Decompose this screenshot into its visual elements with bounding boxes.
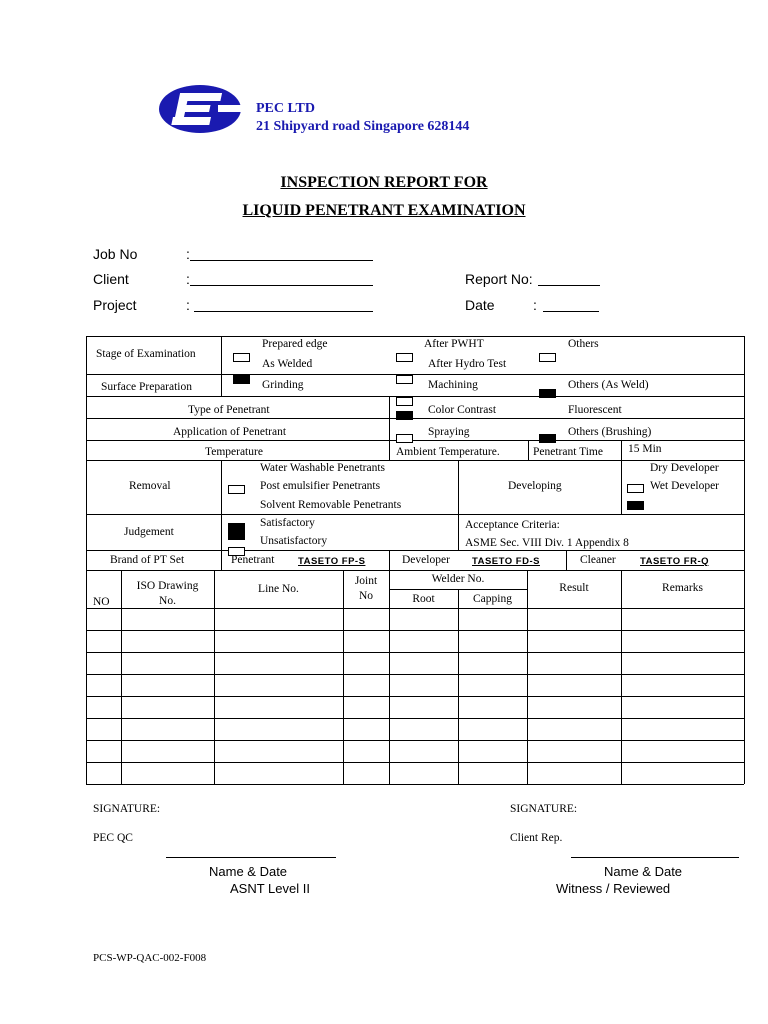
application-label: Application of Penetrant xyxy=(173,426,287,438)
header-capping: Capping xyxy=(473,593,512,605)
developing-label: Developing xyxy=(508,480,562,492)
header-iso-no: No. xyxy=(159,595,176,607)
penetrant-label: Penetrant xyxy=(231,554,275,566)
fluorescent-label: Fluorescent xyxy=(568,404,622,416)
company-name: PEC LTD xyxy=(256,101,316,116)
others-checkbox[interactable] xyxy=(539,353,556,362)
right-witness: Witness / Reviewed xyxy=(556,881,671,896)
developer-brand-value: TASETO FD-S xyxy=(472,556,540,567)
developer-label: Developer xyxy=(402,554,450,566)
header-result: Result xyxy=(559,582,589,594)
penetrant-type-label: Type of Penetrant xyxy=(188,404,270,416)
header-root: Root xyxy=(412,593,435,605)
date-field[interactable] xyxy=(543,311,599,312)
colon: : xyxy=(186,271,190,287)
ambient-temperature-label: Ambient Temperature. xyxy=(396,446,500,458)
grinding-checkbox[interactable] xyxy=(233,375,250,384)
colon: : xyxy=(186,246,190,262)
report-title-line2: LIQUID PENETRANT EXAMINATION xyxy=(242,202,526,219)
post-emulsifier-label: Post emulsifier Penetrants xyxy=(260,480,381,492)
dry-developer-checkbox[interactable] xyxy=(627,484,644,493)
color-contrast-checkbox[interactable] xyxy=(396,411,413,420)
brand-label: Brand of PT Set xyxy=(110,554,185,566)
right-name-date: Name & Date xyxy=(604,864,683,879)
report-no-label: Report No: xyxy=(465,271,533,287)
unsatisfactory-label: Unsatisfactory xyxy=(260,535,328,547)
penetrant-time-label: Penetrant Time xyxy=(533,446,603,458)
header-no: NO xyxy=(93,596,110,608)
others-label: Others xyxy=(568,338,599,350)
wet-developer-checkbox[interactable] xyxy=(627,501,644,510)
left-signature-line[interactable] xyxy=(166,857,336,858)
removal-label: Removal xyxy=(129,480,171,492)
penetrant-brand-value: TASETO FP-S xyxy=(298,556,366,567)
water-washable-label: Water Washable Penetrants xyxy=(260,462,386,474)
prepared-edge-checkbox[interactable] xyxy=(233,353,250,362)
after-pwht-checkbox[interactable] xyxy=(396,353,413,362)
header-line-no: Line No. xyxy=(258,583,299,595)
colon: : xyxy=(186,297,190,313)
header-welder-no: Welder No. xyxy=(431,573,485,585)
penetrant-time-value: 15 Min xyxy=(628,443,662,455)
after-hydro-label: After Hydro Test xyxy=(428,358,507,370)
grinding-label: Grinding xyxy=(262,379,304,391)
color-contrast-placeholder-box[interactable] xyxy=(396,397,413,406)
document-code: PCS-WP-QAC-002-F008 xyxy=(93,952,207,964)
header-remarks: Remarks xyxy=(662,582,703,594)
client-label: Client xyxy=(93,271,129,287)
left-asnt-level: ASNT Level II xyxy=(230,881,310,896)
right-signature-role: Client Rep. xyxy=(510,832,563,844)
others-as-weld-checkbox[interactable] xyxy=(539,389,556,398)
machining-label: Machining xyxy=(428,379,478,391)
job-no-field[interactable] xyxy=(190,260,373,261)
stage-label: Stage of Examination xyxy=(96,348,196,360)
temperature-label: Temperature xyxy=(205,446,263,458)
others-brushing-label: Others (Brushing) xyxy=(568,426,652,438)
project-field[interactable] xyxy=(194,311,373,312)
water-washable-checkbox[interactable] xyxy=(228,485,245,494)
acceptance-criteria-label: Acceptance Criteria: xyxy=(465,519,560,531)
report-title-line1: INSPECTION REPORT FOR xyxy=(280,174,488,191)
right-signature-line[interactable] xyxy=(571,857,739,858)
wet-developer-label: Wet Developer xyxy=(650,480,719,492)
as-welded-label: As Welded xyxy=(262,358,313,370)
left-signature-label: SIGNATURE: xyxy=(93,803,161,815)
prepared-edge-label: Prepared edge xyxy=(262,338,328,350)
left-signature-role: PEC QC xyxy=(93,832,133,844)
others-brushing-checkbox[interactable] xyxy=(539,434,556,443)
solvent-removable-label: Solvent Removable Penetrants xyxy=(260,499,402,511)
surface-label: Surface Preparation xyxy=(101,381,193,393)
job-no-label: Job No xyxy=(93,246,138,262)
company-address: 21 Shipyard road Singapore 628144 xyxy=(256,119,470,134)
judgement-label: Judgement xyxy=(124,526,174,538)
dry-developer-label: Dry Developer xyxy=(650,462,719,474)
acceptance-criteria-value: ASME Sec. VIII Div. 1 Appendix 8 xyxy=(465,537,629,549)
header-joint: Joint xyxy=(354,575,378,587)
spraying-label: Spraying xyxy=(428,426,470,438)
after-pwht-label: After PWHT xyxy=(424,338,484,350)
color-contrast-label: Color Contrast xyxy=(428,404,497,416)
machining-checkbox[interactable] xyxy=(396,375,413,384)
client-field[interactable] xyxy=(190,285,373,286)
spraying-checkbox[interactable] xyxy=(396,434,413,443)
project-label: Project xyxy=(93,297,137,313)
left-name-date: Name & Date xyxy=(209,864,288,879)
satisfactory-checkbox[interactable] xyxy=(228,523,245,540)
cleaner-brand-value: TASETO FR-Q xyxy=(640,556,710,567)
header-iso-drawing: ISO Drawing xyxy=(136,580,199,592)
cleaner-label: Cleaner xyxy=(580,554,616,566)
right-signature-label: SIGNATURE: xyxy=(510,803,578,815)
report-no-field[interactable] xyxy=(538,285,600,286)
others-as-weld-label: Others (As Weld) xyxy=(568,379,649,391)
colon: : xyxy=(533,297,537,313)
header-joint-no: No xyxy=(358,590,374,602)
pec-logo-icon xyxy=(158,84,244,134)
date-label: Date xyxy=(465,297,495,313)
satisfactory-label: Satisfactory xyxy=(260,517,315,529)
